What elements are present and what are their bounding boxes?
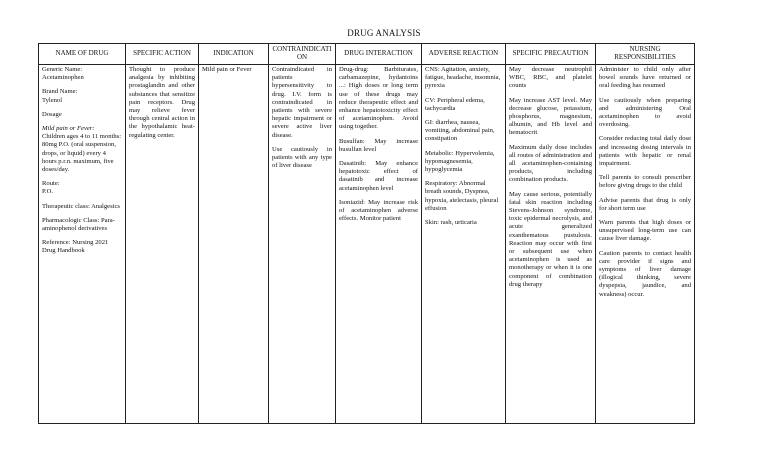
action-text: Thought to produce analgesia by inhibiting prostaglandin and other substances that sensitize pain receptors. Drug may relieve fever through central action in the hypothalamic heat-regulating center.: [129, 66, 195, 139]
contra-item: Use cautiously in patients with any type of liver disease: [272, 145, 332, 170]
reference: Reference: Nursing 2021 Drug Handbook: [42, 239, 109, 255]
document-title: DRUG ANALYSIS: [347, 28, 421, 38]
header-drug-interaction: DRUG INTERACTION: [336, 44, 422, 65]
precaution-item: May increase AST level. May decrease glucose, potassium, phosphorus, magnesium, albumin, and Hb level and hematocrit: [509, 96, 592, 137]
header-specific-action: SPECIFIC ACTION: [126, 44, 199, 65]
brand-name-value: Tylenol: [42, 96, 63, 104]
adverse-item: CNS: Agitation, anxiety, fatigue, headache, insomnia, pyrexia: [425, 66, 501, 90]
table-row: [39, 65, 695, 424]
drug-analysis-table: [38, 43, 695, 424]
nursing-item: Caution parents to contact health care provider if signs and symptoms of liver damage (illogical thinking, severe dyspepsia, jaundice, and weakness) occur.: [599, 249, 691, 298]
precaution-item: May cause serious, potentially fatal skin reaction including Stevens-Johnson syndrome, toxic epidermal necrolysis, and acute generalized exanthematous pustulosis. Reaction may occur with first or subsequent use when acetaminophen is used as monotherapy or when it is one component of combination drug therapy: [509, 190, 592, 288]
header-contraindication: CONTRAINDICATION: [269, 44, 336, 65]
cell-adverse-reaction: [422, 65, 506, 424]
interaction-item: Drug-drug: Barbiturates, carbamazepine, hydantoins ...: High doses or long term use of these drugs may reduce therapeutic effect and enhance hepatotoxicity effect of acetaminophen. Avoid using together.: [339, 66, 418, 131]
adverse-item: Respiratory: Abnormal breath sounds, Dyspnea, hypoxia, atelectasis, pleural effusion: [425, 180, 499, 212]
route-label: Route:: [42, 180, 60, 188]
header-nursing-responsibilities: NURSING RESPONSIBILITIES: [596, 44, 695, 65]
generic-name-value: Acetaminophen: [42, 74, 84, 82]
brand-name-label: Brand Name:: [42, 88, 78, 96]
therapeutic-class: Therapeutic class: Analgesics: [42, 202, 120, 210]
cell-indication: [199, 65, 269, 424]
nursing-item: Administer to child only after bowel sounds have returned or oral feeding has resumed: [599, 66, 691, 90]
dosage-label: Dosage: [42, 110, 62, 118]
nursing-item: Advise parents that drug is only for short term use: [599, 196, 691, 212]
header-name-of-drug: NAME OF DRUG: [39, 44, 126, 65]
cell-name-of-drug: [39, 65, 126, 424]
cell-drug-interaction: [336, 65, 422, 424]
header-row: [39, 44, 695, 65]
pharmacologic-class: Pharmacologic Class: Para-aminophenol derivatives: [42, 216, 115, 233]
precaution-item: Maximum daily dose includes all routes of administration and all acetaminophen-containing products, including combination products.: [509, 143, 592, 184]
dosage-indication: Mild pain or Fever:: [42, 125, 95, 133]
cell-contraindication: [269, 65, 336, 424]
cell-specific-precaution: [506, 65, 596, 424]
route-value: P.O.: [42, 188, 53, 196]
adverse-item: GI: diarrhea, nausea, vomiting, abdominal pain, constipation: [425, 119, 495, 143]
nursing-item: Use cautiously when preparing and administering Oral acetaminophen to avoid overdosing.: [599, 96, 691, 129]
header-adverse-reaction: ADVERSE REACTION: [422, 44, 506, 65]
contra-item: Contraindicated in patients hypersensitivity to drug. I.V. form is contraindicated in patients with severe hepatic impairment or severe active liver disease.: [272, 66, 332, 139]
indication-text: Mild pain or Fever: [202, 66, 252, 73]
header-specific-precaution: SPECIFIC PRECAUTION: [506, 44, 596, 65]
nursing-item: Tell parents to consult prescriber before giving drugs to the child: [599, 174, 691, 190]
precaution-item: May decrease neutrophil WBC, RBC, and platelet counts: [509, 66, 592, 90]
header-indication: INDICATION: [199, 44, 269, 65]
cell-nursing-responsibilities: [596, 65, 695, 424]
interaction-item: Busulfan: May increase busulfan level: [339, 137, 418, 153]
adverse-item: CV: Peripheral edema, tachycardia: [425, 96, 485, 112]
nursing-item: Consider reducing total daily dose and increasing dosing intervals in patients with hepatic or renal impairment.: [599, 135, 691, 168]
dosage-text: Children ages 4 to 11 months: 80mg P.O. (oral suspension, drops, or liquid) every 4 hours p.r.n. maximum, five doses/day.: [42, 133, 122, 174]
cell-specific-action: [126, 65, 199, 424]
interaction-item: Isoniazid: May increase risk of acetaminophen adverse effects. Monitor patient: [339, 198, 418, 223]
adverse-item: Metabolic: Hypervolemia, hypomagnesemia, hypoglycemia: [425, 149, 495, 174]
generic-name-label: Generic Name:: [42, 66, 83, 73]
adverse-item: Skin: rash, urticaria: [425, 219, 477, 227]
nursing-item: Warn parents that high doses or unsupervised long-term use can cause liver damage.: [599, 219, 691, 243]
interaction-item: Dasatinib: May enhance hepatotoxic effect of dasatinib and increase acetaminophen level: [339, 160, 418, 192]
